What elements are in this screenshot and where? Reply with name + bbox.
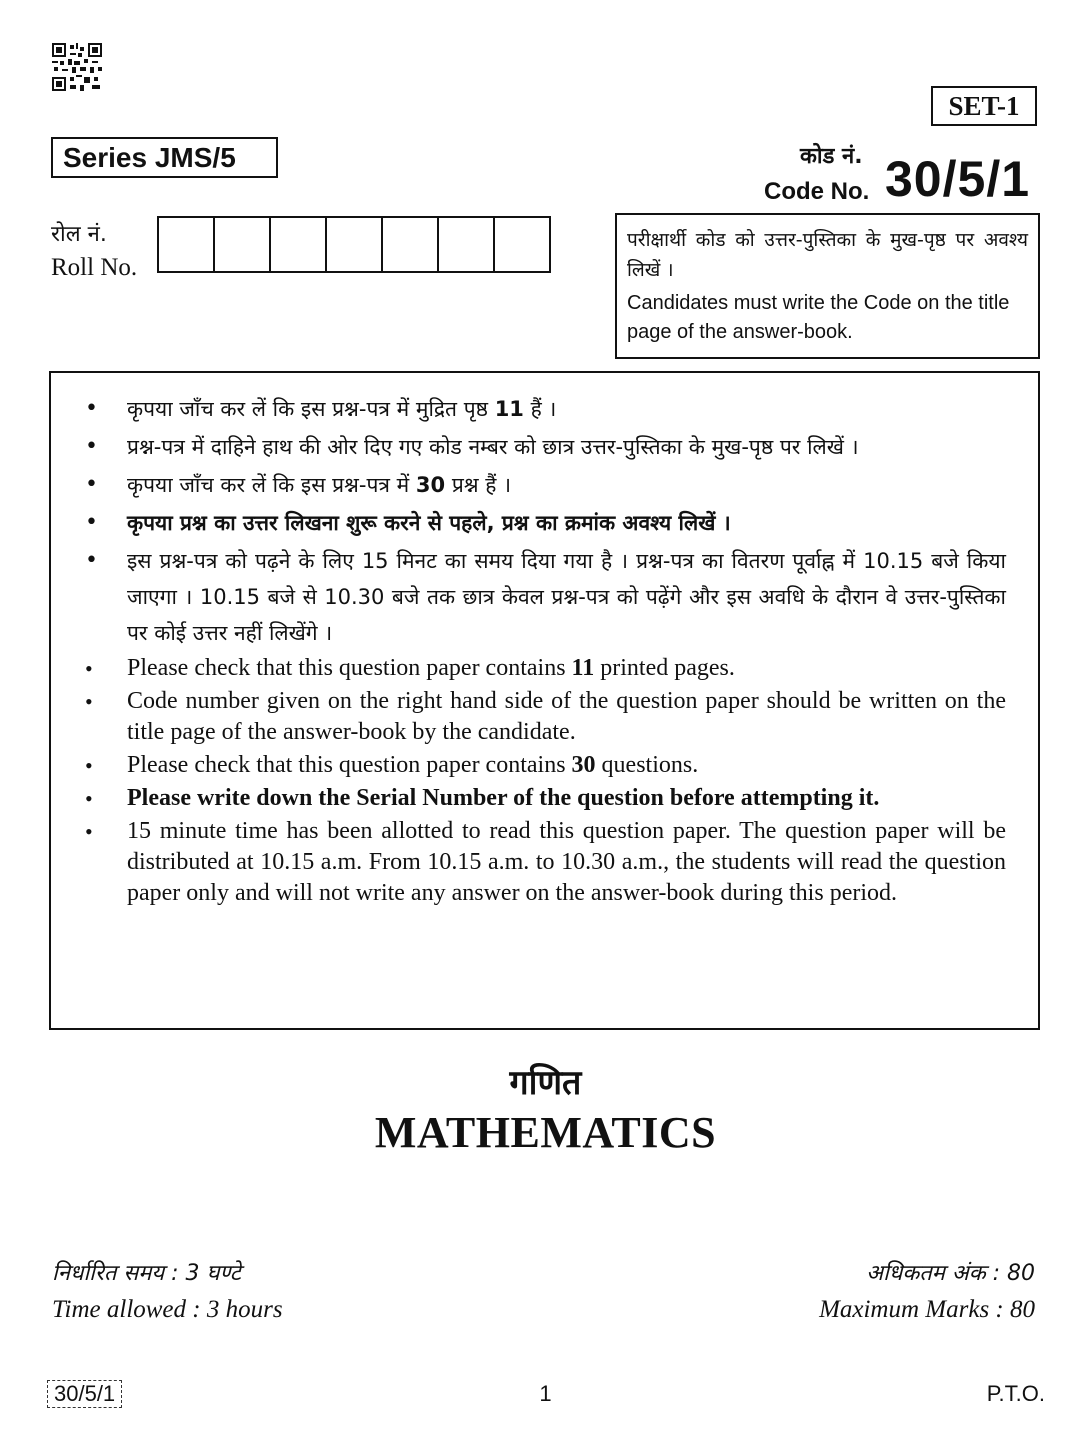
instructions-list — [85, 391, 1006, 909]
instruction-item — [85, 750, 1006, 781]
roll-digit-box[interactable] — [495, 218, 549, 271]
instruction-item — [85, 391, 1006, 427]
bullet-icon: • — [85, 786, 93, 811]
instruction-text: कृपया जाँच कर लें कि इस प्रश्न-पत्र में — [127, 473, 416, 497]
time-allowed-hindi: निर्धारित समय : 3 घण्टे — [52, 1261, 241, 1286]
code-number: 30/5/1 — [885, 151, 1031, 207]
general-instructions-box — [49, 371, 1040, 1030]
instruction-item — [85, 467, 1006, 503]
instruction-emphasis: 30 — [415, 473, 446, 497]
instruction-emphasis: Please write down the Serial Number of the question before attempting it. — [127, 785, 880, 811]
instruction-text: कृपया जाँच कर लें कि इस प्रश्न-पत्र में मुद्रित पृष्ठ — [127, 397, 495, 421]
instruction-text: Please check that this question paper contains — [127, 752, 572, 778]
bullet-icon: • — [85, 510, 98, 535]
roll-digit-box[interactable] — [215, 218, 271, 271]
instruction-text: प्रश्न-पत्र में दाहिने हाथ की ओर दिए गए कोड नम्बर को छात्र उत्तर-पुस्तिका के मुख-पृष्ठ पर लिखें । — [127, 435, 859, 459]
time-allowed: Time allowed : 3 hours — [52, 1296, 283, 1323]
instruction-item — [85, 543, 1006, 651]
bullet-icon: • — [85, 819, 93, 844]
series-label: Series JMS/5 — [51, 137, 278, 178]
subject-title-hindi: गणित — [509, 1063, 582, 1103]
instruction-item — [85, 783, 1006, 814]
instruction-item — [85, 816, 1006, 909]
instruction-text: हैं । — [523, 397, 557, 421]
code-instruction-box — [615, 213, 1040, 359]
maximum-marks: Maximum Marks : 80 — [819, 1296, 1035, 1323]
maximum-marks-hindi: अधिकतम अंक : 80 — [866, 1261, 1035, 1286]
roll-digit-box[interactable] — [271, 218, 327, 271]
instruction-text: Please check that this question paper contains — [127, 655, 572, 681]
set-label: SET-1 — [931, 86, 1037, 126]
instruction-text: 15 minute time has been allotted to read this question paper. The question paper will be distributed at 10.15 a.m. From 10.15 a.m. to 10.30 a.m., the students will read the question paper only and will not write any answer on the answer-book during this period. — [127, 818, 1006, 906]
pto-label: P.T.O. — [986, 1381, 1045, 1406]
bullet-icon: • — [85, 753, 93, 778]
code-instruction-english: Candidates must write the Code on the title page of the answer-book. — [627, 292, 1010, 343]
code-label-hindi: कोड नं. — [800, 144, 863, 169]
bullet-icon: • — [85, 548, 98, 573]
instruction-emphasis: 11 — [571, 655, 595, 681]
roll-digit-box[interactable] — [383, 218, 439, 271]
instruction-text: questions. — [595, 752, 699, 778]
bullet-icon: • — [85, 656, 93, 681]
qr-code-icon — [52, 43, 102, 91]
code-instruction-hindi: परीक्षार्थी कोड को उत्तर-पुस्तिका के मुख-पृष्ठ पर अवश्य लिखें । — [627, 229, 1028, 281]
instruction-item — [85, 505, 1006, 541]
instruction-text: printed pages. — [594, 655, 735, 681]
roll-digit-box[interactable] — [327, 218, 383, 271]
bullet-icon: • — [85, 396, 98, 421]
page-number: 1 — [539, 1381, 552, 1406]
instruction-item — [85, 653, 1006, 684]
roll-label: Roll No. — [51, 254, 138, 281]
roll-number-boxes[interactable] — [157, 216, 551, 273]
bullet-icon: • — [85, 689, 93, 714]
instruction-text: प्रश्न हैं । — [445, 473, 512, 497]
code-label: Code No. — [764, 178, 870, 205]
bullet-icon: • — [85, 434, 98, 459]
instruction-emphasis: 11 — [494, 397, 524, 421]
roll-digit-box[interactable] — [159, 218, 215, 271]
instruction-item — [85, 686, 1006, 748]
roll-label-hindi: रोल नं. — [51, 222, 107, 247]
footer-code: 30/5/1 — [47, 1380, 122, 1408]
instruction-text: Code number given on the right hand side of the question paper should be written on the title page of the answer-book by the candidate. — [127, 688, 1006, 745]
instruction-item — [85, 429, 1006, 465]
roll-digit-box[interactable] — [439, 218, 495, 271]
subject-title: MATHEMATICS — [374, 1108, 717, 1157]
bullet-icon: • — [85, 472, 98, 497]
instruction-emphasis: 30 — [571, 752, 596, 778]
instruction-text: इस प्रश्न-पत्र को पढ़ने के लिए 15 मिनट का समय दिया गया है । प्रश्न-पत्र का वितरण पूर्वाह्न में 10.15 बजे किया जाएगा । 10.15 बजे से 10.30 बजे तक छात्र केवल प्रश्न-पत्र को पढ़ेंगे और इस अवधि के दौरान वे उत्तर-पुस्तिका पर कोई उत्तर नहीं लिखेंगे । — [127, 549, 1006, 645]
instruction-emphasis: कृपया प्रश्न का उत्तर लिखना शुरू करने से पहले, प्रश्न का क्रमांक अवश्य लिखें । — [127, 511, 731, 535]
